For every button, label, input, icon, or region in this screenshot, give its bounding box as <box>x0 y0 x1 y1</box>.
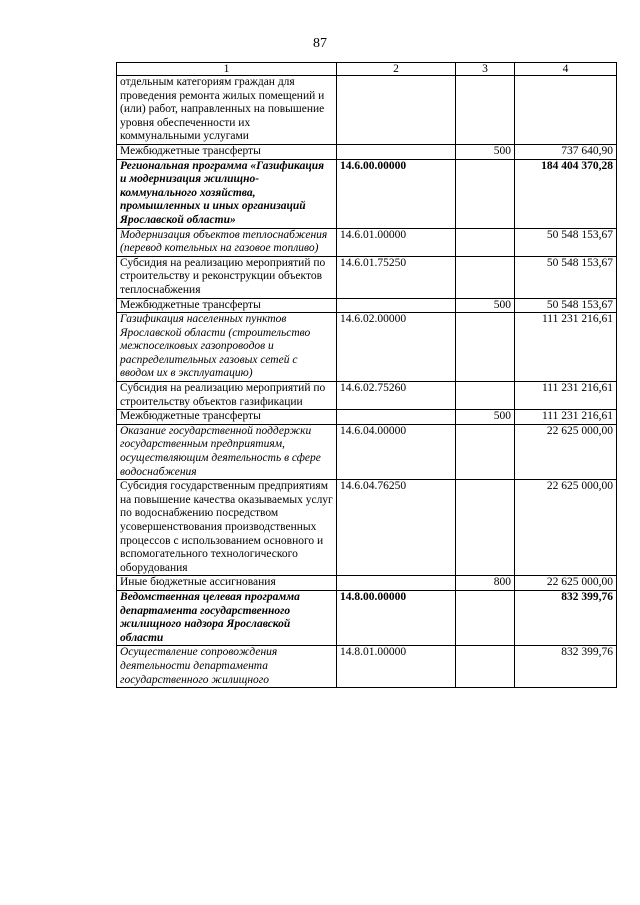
row-group-cell: 500 <box>456 298 515 313</box>
row-name-cell: Модернизация объектов теплоснабжения (перевод котельных на газовое топливо) <box>117 228 337 256</box>
row-amount-cell: 832 399,76 <box>515 590 617 645</box>
row-code-cell: 14.6.00.00000 <box>337 159 456 228</box>
row-name-cell: Межбюджетные трансферты <box>117 298 337 313</box>
row-amount-cell: 50 548 153,67 <box>515 298 617 313</box>
row-name-cell: Осуществление сопровождения деятельности департамента государственного жилищного <box>117 646 337 688</box>
column-header-3: 3 <box>456 63 515 76</box>
row-amount-cell: 50 548 153,67 <box>515 256 617 298</box>
row-amount-cell: 22 625 000,00 <box>515 424 617 479</box>
table-row <box>117 228 617 256</box>
row-code-cell: 14.6.02.00000 <box>337 313 456 382</box>
column-header-2: 2 <box>337 63 456 76</box>
table-row <box>117 298 617 313</box>
row-group-cell <box>456 480 515 576</box>
row-name-cell: Субсидия на реализацию мероприятий по строительству объектов газификации <box>117 382 337 410</box>
table-row <box>117 76 617 145</box>
row-code-cell <box>337 298 456 313</box>
row-name-cell: Субсидия государственным предприятиям на повышение качества оказываемых услуг по водоснабжению посредством усовершенствования производственных процессов с использованием основного и вспомогательного технологического оборудования <box>117 480 337 576</box>
row-amount-cell: 22 625 000,00 <box>515 480 617 576</box>
row-amount-cell: 22 625 000,00 <box>515 576 617 591</box>
row-code-cell: 14.6.04.00000 <box>337 424 456 479</box>
table-row <box>117 256 617 298</box>
table-row <box>117 144 617 159</box>
row-amount-cell <box>515 76 617 145</box>
row-code-cell: 14.6.02.75260 <box>337 382 456 410</box>
table-body <box>117 76 617 688</box>
column-header-1: 1 <box>117 63 337 76</box>
table-row <box>117 590 617 645</box>
row-amount-cell: 832 399,76 <box>515 646 617 688</box>
row-code-cell <box>337 144 456 159</box>
table-header-row <box>117 63 617 76</box>
row-code-cell: 14.8.01.00000 <box>337 646 456 688</box>
row-code-cell <box>337 76 456 145</box>
row-group-cell: 500 <box>456 410 515 425</box>
table-row <box>117 424 617 479</box>
row-name-cell: Иные бюджетные ассигнования <box>117 576 337 591</box>
row-name-cell: отдельным категориям граждан для проведения ремонта жилых помещений и (или) работ, направленных на повышение уровня обеспеченности их коммунальными услугами <box>117 76 337 145</box>
row-group-cell <box>456 256 515 298</box>
row-code-cell <box>337 410 456 425</box>
table-row <box>117 159 617 228</box>
row-group-cell <box>456 646 515 688</box>
row-amount-cell: 111 231 216,61 <box>515 313 617 382</box>
row-name-cell: Региональная программа «Газификация и модернизация жилищно-коммунального хозяйства, промышленных и иных организаций Ярославской области» <box>117 159 337 228</box>
table-row <box>117 313 617 382</box>
row-group-cell <box>456 424 515 479</box>
row-code-cell: 14.6.01.75250 <box>337 256 456 298</box>
table-row <box>117 646 617 688</box>
row-group-cell <box>456 590 515 645</box>
page-number: 87 <box>313 36 327 51</box>
row-amount-cell: 50 548 153,67 <box>515 228 617 256</box>
row-group-cell: 800 <box>456 576 515 591</box>
row-group-cell <box>456 159 515 228</box>
row-name-cell: Оказание государственной поддержки государственным предприятиям, осуществляющим деятельность в сфере водоснабжения <box>117 424 337 479</box>
row-group-cell <box>456 76 515 145</box>
row-group-cell <box>456 228 515 256</box>
row-amount-cell: 184 404 370,28 <box>515 159 617 228</box>
row-code-cell: 14.8.00.00000 <box>337 590 456 645</box>
row-group-cell: 500 <box>456 144 515 159</box>
row-code-cell: 14.6.01.00000 <box>337 228 456 256</box>
row-group-cell <box>456 382 515 410</box>
row-amount-cell: 737 640,90 <box>515 144 617 159</box>
row-name-cell: Газификация населенных пунктов Ярославской области (строительство межпоселковых газопроводов и распределительных газовых сетей с вводом их в эксплуатацию) <box>117 313 337 382</box>
row-name-cell: Межбюджетные трансферты <box>117 144 337 159</box>
row-code-cell <box>337 576 456 591</box>
table-row <box>117 410 617 425</box>
row-name-cell: Субсидия на реализацию мероприятий по строительству и реконструкции объектов теплоснабжения <box>117 256 337 298</box>
row-name-cell: Ведомственная целевая программа департамента государственного жилищного надзора Ярославской области <box>117 590 337 645</box>
budget-table <box>116 62 617 688</box>
table-row <box>117 480 617 576</box>
table-row <box>117 382 617 410</box>
column-header-4: 4 <box>515 63 617 76</box>
row-amount-cell: 111 231 216,61 <box>515 382 617 410</box>
row-code-cell: 14.6.04.76250 <box>337 480 456 576</box>
row-name-cell: Межбюджетные трансферты <box>117 410 337 425</box>
row-group-cell <box>456 313 515 382</box>
row-amount-cell: 111 231 216,61 <box>515 410 617 425</box>
table-row <box>117 576 617 591</box>
